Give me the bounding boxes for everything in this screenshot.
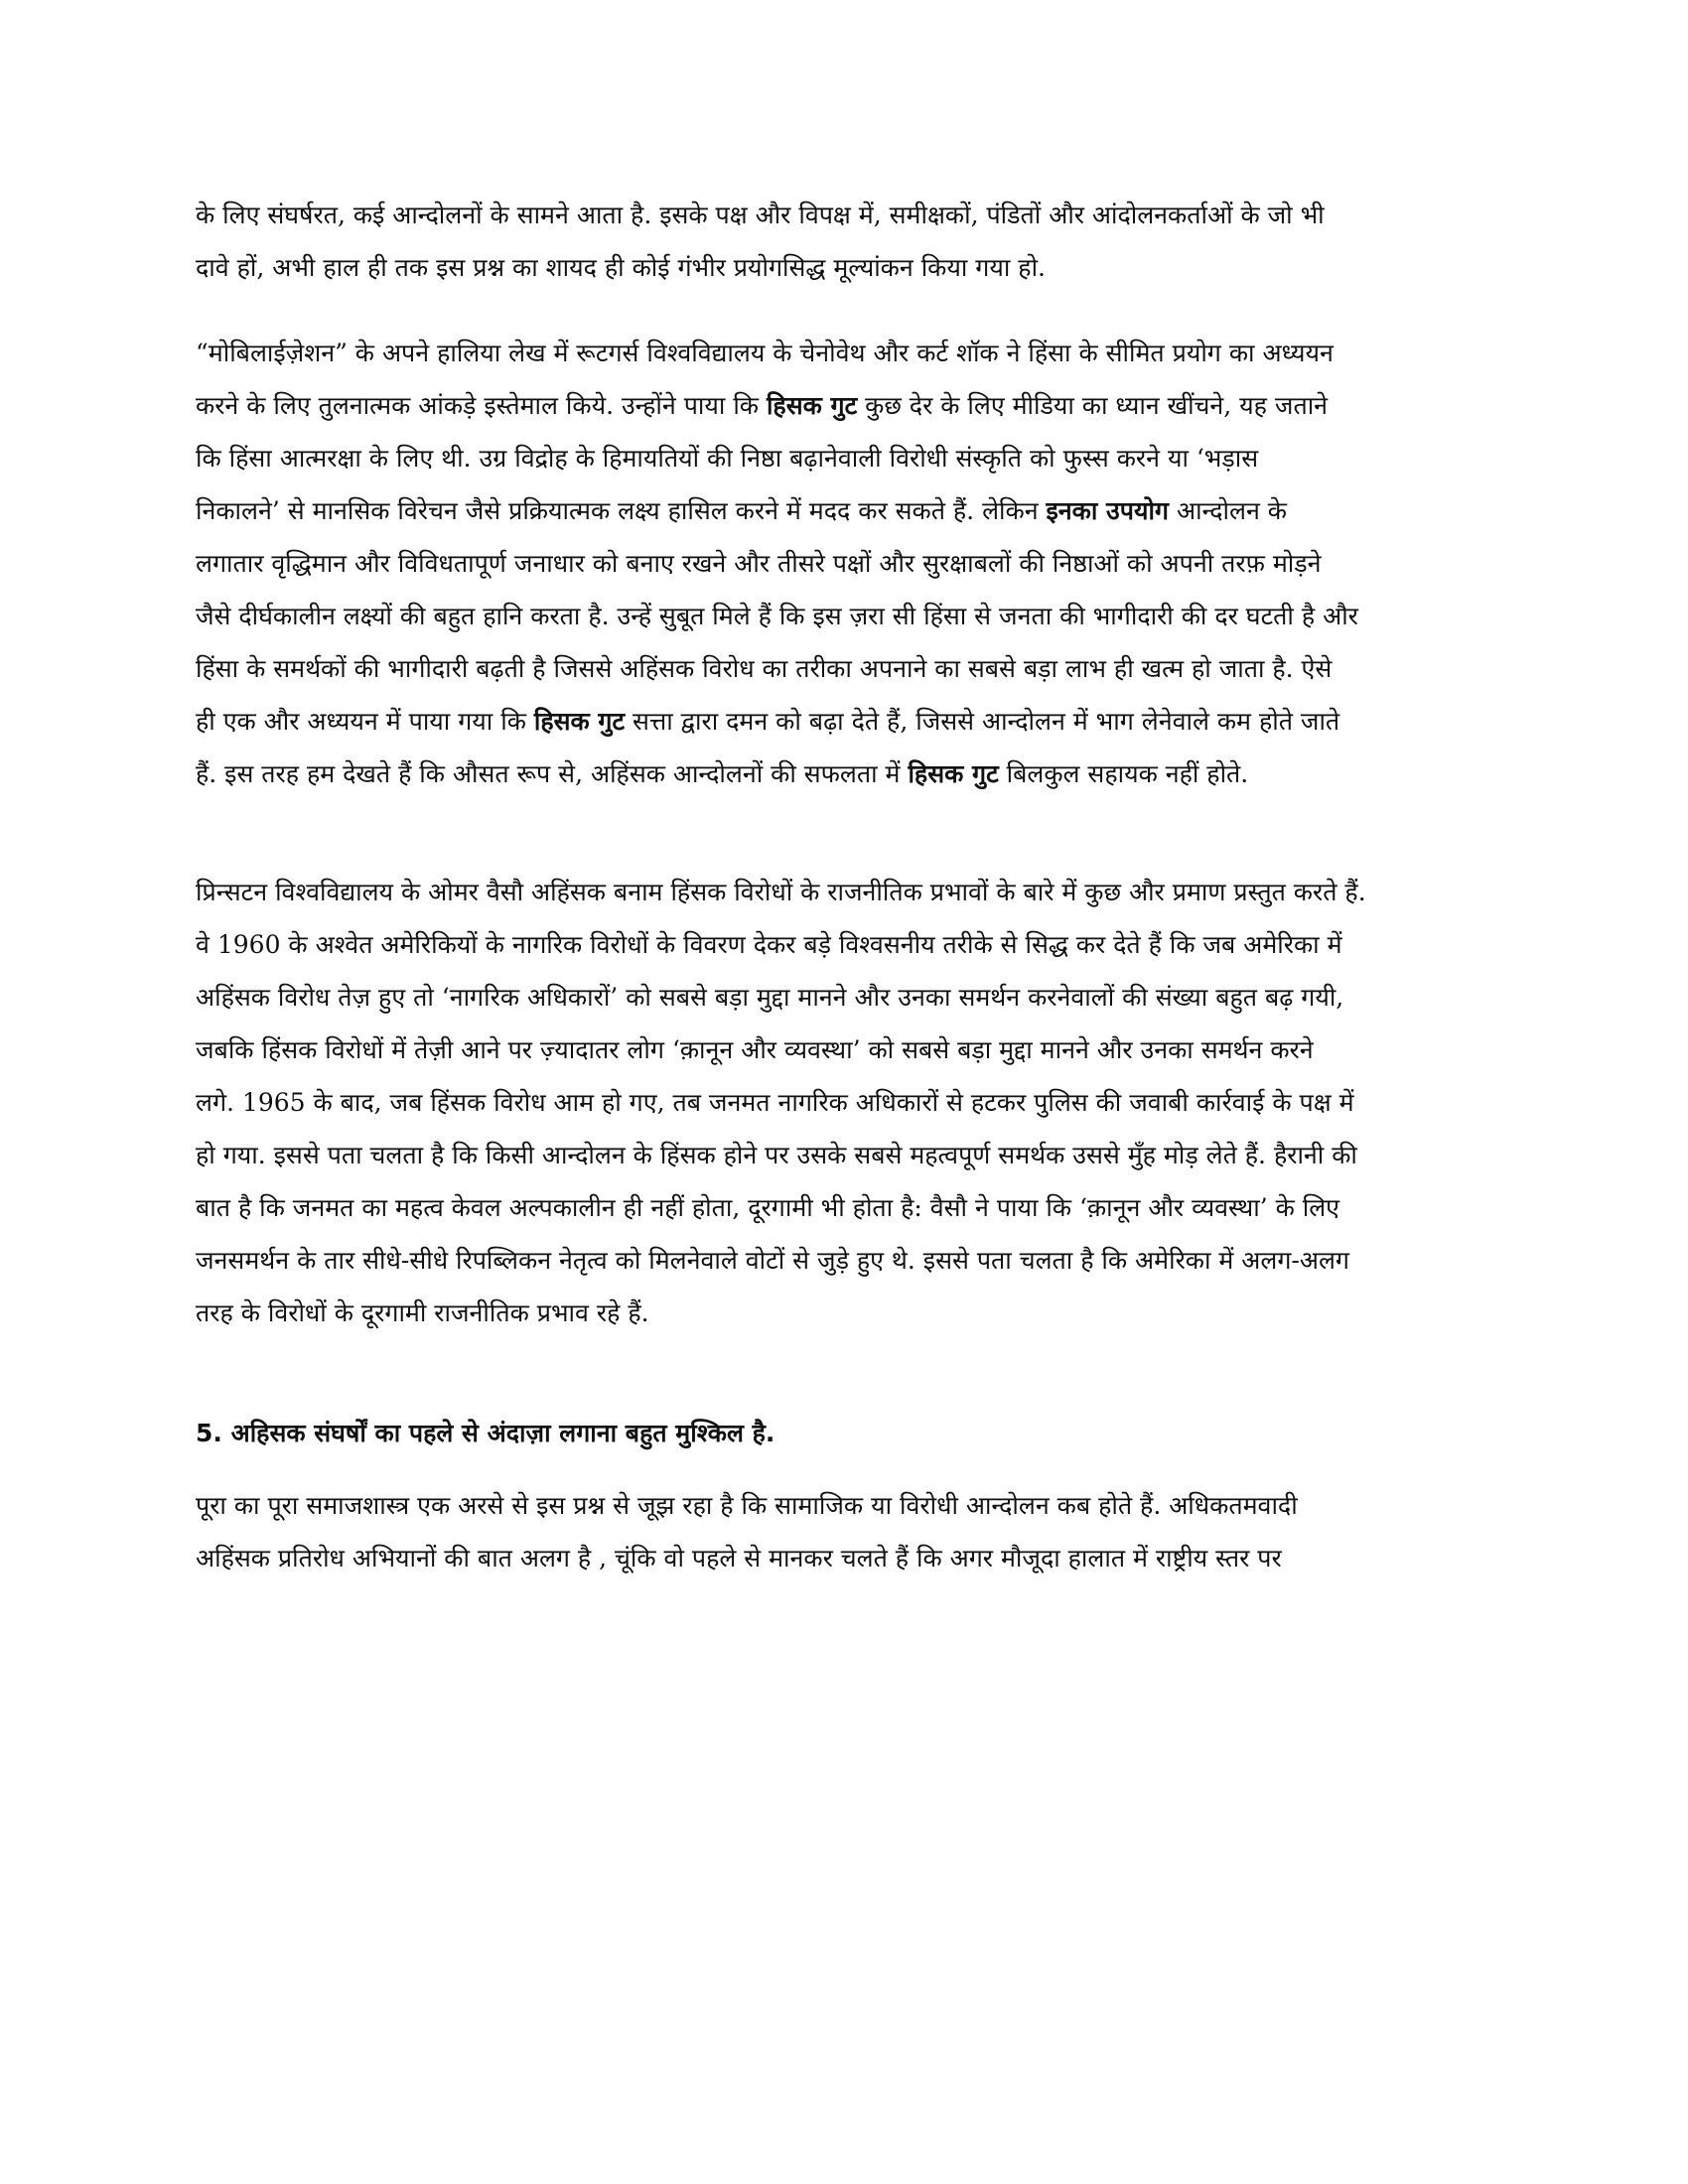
paragraph-2 bbox=[196, 327, 1496, 800]
text-line: जैसे दीर्घकालीन लक्ष्यों की बहुत हानि करता है. उन्हें सुबूत मिले हैं कि इस ज़रा सी हिंसा से जनता की भागीदारी की दर घटती है और bbox=[196, 602, 1358, 630]
text-line: अहिंसक विरोध तेज़ हुए तो ‘नागरिक अधिकारों’ को सबसे बड़ा मुद्दा मानने और उनका समर्थन करनेवालों की संख्या बहुत बढ़ गयी, bbox=[196, 983, 1344, 1012]
text-line: प्रिन्सटन विश्वविद्यालय के ओमर वैसौ अहिंसक बनाम हिंसक विरोधों के राजनीतिक प्रभावों के बारे में कुछ और प्रमाण प्रस्तुत करते हैं. bbox=[196, 878, 1366, 906]
text-line: अहिंसक प्रतिरोध अभियानों की बात अलग है , चूंकि वो पहले से मानकर चलते हैं कि अगर मौजूदा हालात में राष्ट्रीय स्तर पर bbox=[196, 1544, 1282, 1572]
bold-term: हिसक गुट bbox=[908, 759, 999, 788]
text-line bbox=[196, 748, 1496, 800]
text-line: लगे. 1965 के बाद, जब हिंसक विरोध आम हो गए, तब जनमत नागरिक अधिकारों से हटकर पुलिस की जवाबी कार्रवाई के पक्ष में bbox=[196, 1088, 1354, 1117]
section-heading: 5. अहिसक संघर्षों का पहले से अंदाज़ा लगाना बहुत मुश्किल है. bbox=[196, 1419, 775, 1447]
text-line: बात है कि जनमत का महत्व केवल अल्पकालीन ही नहीं होता, दूरगामी भी होता है: वैसौ ने पाया कि ‘क़ानून और व्यवस्था’ के लिए bbox=[196, 1193, 1339, 1222]
paragraph-4 bbox=[196, 1479, 1496, 1584]
text-line: लगातार वृद्धिमान और विविधतापूर्ण जनाधार को बनाए रखने और तीसरे पक्षों और सुरक्षाबलों की निष्ठाओं को अपनी तरफ़ मोड़ने bbox=[196, 549, 1322, 578]
text-run: करने के लिए तुलनात्मक आंकड़े इस्तेमाल किये. उन्होंने पाया कि bbox=[196, 391, 767, 420]
text-line: के लिए संघर्षरत, कई आन्दोलनों के सामने आता है. इसके पक्ष और विपक्ष में, समीक्षकों, पंडितों और आंदोलनकर्ताओं के जो भी bbox=[196, 201, 1325, 229]
text-run: आन्दोलन के bbox=[1169, 496, 1287, 525]
text-run: निकालने’ से मानसिक विरेचन जैसे प्रक्रियात्मक लक्ष्य हासिल करने में मदद कर सकते हैं. लेकिन bbox=[196, 496, 1047, 525]
bold-term: इनका उपयोग bbox=[1046, 496, 1170, 525]
text-line: “मोबिलाईज़ेशन” के अपने हालिया लेख में रूटगर्स विश्वविद्यालय के चेनोवेथ और कर्ट शॉक ने हिंसा के सीमित प्रयोग का अध्ययन bbox=[196, 339, 1334, 367]
text-line: जबकि हिंसक विरोधों में तेज़ी आने पर ज़्यादातर लोग ‘क़ानून और व्यवस्था’ को सबसे बड़ा मुद्दा मानने और उनका समर्थन करने bbox=[196, 1035, 1314, 1064]
text-line: हिंसा के समर्थकों की भागीदारी बढ़ती है जिससे अहिंसक विरोध का तरीका अपनाने का सबसे बड़ा लाभ ही खत्म हो जाता है. ऐसे bbox=[196, 654, 1333, 683]
text-line: हो गया. इससे पता चलता है कि किसी आन्दोलन के हिंसक होने पर उसके सबसे महत्वपूर्ण समर्थक उससे मुँह मोड़ लेते हैं. हैरानी की bbox=[196, 1141, 1357, 1169]
text-run: हैं. इस तरह हम देखते हैं कि औसत रूप से, अहिंसक आन्दोलनों की सफलता में bbox=[196, 759, 909, 788]
text-line: दावे हों, अभी हाल ही तक इस प्रश्न का शायद ही कोई गंभीर प्रयोगसिद्ध मूल्यांकन किया गया हो. bbox=[196, 253, 1046, 282]
text-run: सत्ता द्वारा दमन को बढ़ा देते हैं, जिससे आन्दोलन में भाग लेनेवाले कम होते जाते bbox=[625, 707, 1340, 736]
document-body bbox=[196, 189, 1496, 1584]
text-line bbox=[196, 379, 1496, 432]
bold-term: हिसक गुट bbox=[766, 391, 858, 420]
text-line bbox=[196, 695, 1496, 748]
text-line: पूरा का पूरा समाजशास्त्र एक अरसे से इस प्रश्न से जूझ रहा है कि सामाजिक या विरोधी आन्दोलन कब होते हैं. अधिकतमवादी bbox=[196, 1491, 1298, 1520]
text-run: बिलकुल सहायक नहीं होते. bbox=[998, 759, 1249, 788]
text-run: कुछ देर के लिए मीडिया का ध्यान खींचने, यह जताने bbox=[857, 391, 1329, 420]
paragraph-1 bbox=[196, 189, 1496, 294]
text-line: जनसमर्थन के तार सीधे-सीधे रिपब्लिकन नेतृत्व को मिलनेवाले वोटों से जुड़े हुए थे. इससे पता चलता है कि अमेरिका में अलग-अलग bbox=[196, 1246, 1350, 1275]
bold-term: हिसक गुट bbox=[533, 707, 626, 736]
text-line bbox=[196, 484, 1496, 537]
text-line: तरह के विरोधों के दूरगामी राजनीतिक प्रभाव रहे हैं. bbox=[196, 1298, 649, 1327]
text-line: कि हिंसा आत्मरक्षा के लिए थी. उग्र विद्रोह के हिमायतियों की निष्ठा बढ़ानेवाली विरोधी संस्कृति को फुस्स करने या ‘भड़ास bbox=[196, 444, 1259, 473]
text-line: वे 1960 के अश्वेत अमेरिकियों के नागरिक विरोधों के विवरण देकर बड़े विश्वसनीय तरीके से सिद्ध कर देते हैं कि जब अमेरिका में bbox=[196, 930, 1342, 959]
text-run: ही एक और अध्ययन में पाया गया कि bbox=[196, 707, 534, 736]
paragraph-3 bbox=[196, 866, 1496, 1339]
